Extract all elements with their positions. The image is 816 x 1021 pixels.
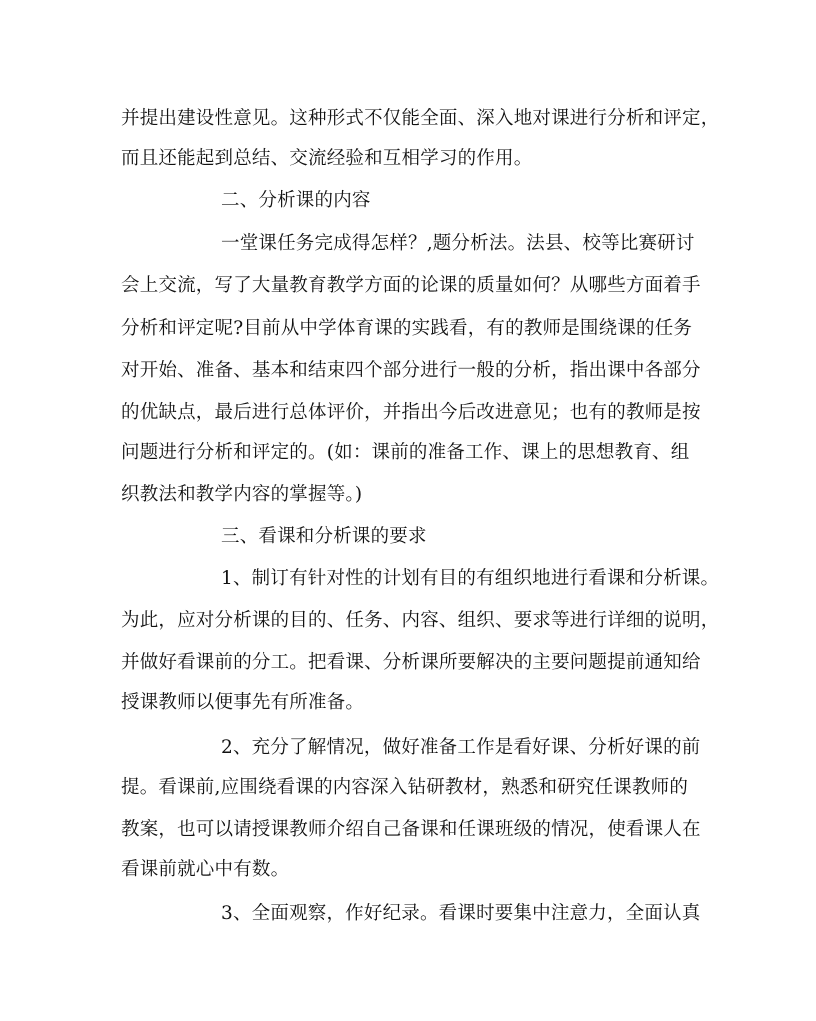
text-line-7: 对开始、准备、基本和结束四个部分进行一般的分析，指出课中各部分 (121, 360, 701, 381)
text-line-10: 织教法和教学内容的掌握等。) (121, 484, 363, 505)
text-line-15: 授课教师以便事先有所准备。 (121, 692, 365, 713)
text-line-17: 提。看课前,应围绕看课的内容深入钻研教材，熟悉和研究任课教师的 (121, 777, 689, 798)
text-line-13: 为此，应对分析课的目的、任务、内容、组织、要求等进行详细的说明， (121, 610, 720, 631)
text-line-6: 分析和评定呢?目前从中学体育课的实践看，有的教师是围绕课的任务 (121, 318, 693, 339)
text-line-18: 教案，也可以请授课教师介绍自己备课和任课班级的情况，使看课人在 (121, 819, 701, 840)
text-line-14: 并做好看课前的分工。把看课、分析课所要解决的主要问题提前通知给 (121, 652, 701, 673)
text-line-4: 一堂课任务完成得怎样？,题分析法。法县、校等比赛研讨 (221, 233, 695, 254)
text-line-20: 3、全面观察，作好纪录。看课时要集中注意力，全面认真 (221, 903, 701, 924)
text-line-9: 问题进行分析和评定的。(如：课前的准备工作、课上的思想教育、组 (121, 442, 690, 463)
text-line-8: 的优缺点，最后进行总体评价，并指出今后改进意见；也有的教师是按 (121, 402, 701, 423)
text-line-16: 2、充分了解情况，做好准备工作是看好课、分析好课的前 (221, 737, 701, 758)
text-line-2: 而且还能起到总结、交流经验和互相学习的作用。 (121, 148, 533, 169)
text-line-1: 并提出建设性意见。这种形式不仅能全面、深入地对课进行分析和评定， (121, 108, 720, 129)
section-heading-requirements: 三、看课和分析课的要求 (221, 526, 427, 547)
text-line-12: 1、制订有针对性的计划有目的有组织地进行看课和分析课。 (221, 568, 720, 589)
text-line-5: 会上交流，写了大量教育教学方面的论课的质量如何？从哪些方面着手 (121, 275, 701, 296)
text-line-19: 看课前就心中有数。 (121, 859, 290, 880)
section-heading-content: 二、分析课的内容 (221, 190, 371, 211)
